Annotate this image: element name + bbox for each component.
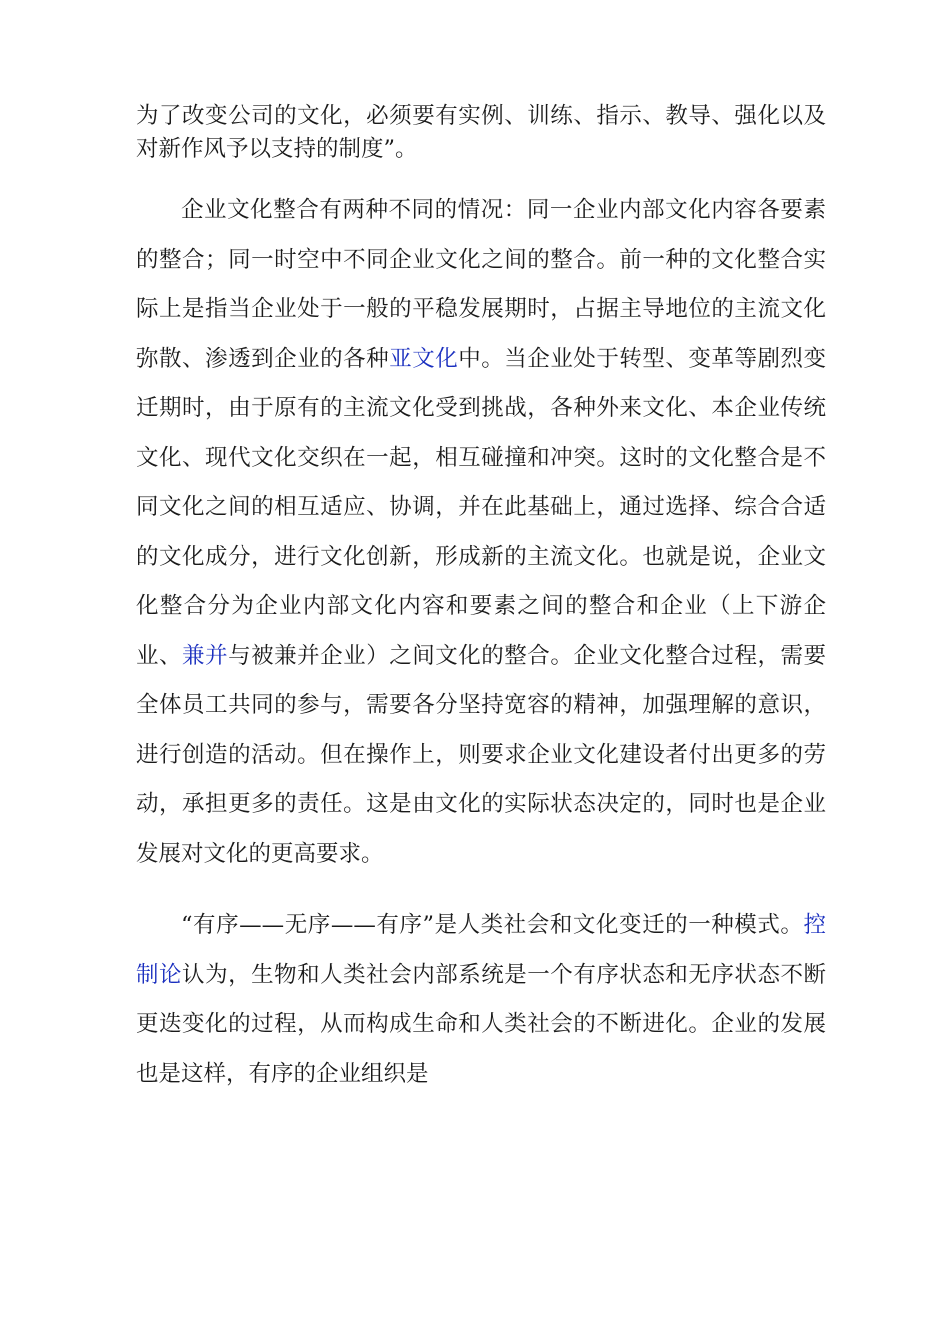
paragraph-text: 与被兼并企业）之间文化的整合。企业文化整合过程，需要全体员工共同的参与，需要各分坚持宽容的精神，加强理解的意识，进行创造的活动。但在操作上，则要求企业文化建设者付出更多的劳动，承担更多的责任。这是由文化的实际状态决定的，同时也是企业发展对文化的更高要求。	[136, 642, 826, 867]
paragraph-order-disorder	[136, 901, 826, 1099]
paragraph-text: 企业文化整合有两种不同的情况：同一企业内部文化内容各要素的整合；同一时空中不同企业文化之间的整合。前一种的文化整合实际上是指当企业处于一般的平稳发展期时，占据主导地位的主流文化弥散、渗透到企业的各种	[136, 197, 826, 372]
paragraph-text: 为了改变公司的文化，必须要有实例、训练、指示、教导、强化以及对新作风予以支持的制度”。	[136, 103, 826, 162]
paragraph-text: 中。当企业处于转型、变革等剧烈变迁期时，由于原有的主流文化受到挑战，各种外来文化、本企业传统文化、现代文化交织在一起，相互碰撞和冲突。这时的文化整合是不同文化之间的相互适应、协调，并在此基础上，通过选择、综合合适的文化成分，进行文化创新，形成新的主流文化。也就是说，企业文化整合分为企业内部文化内容和要素之间的整合和企业（上下游企业、	[136, 345, 826, 669]
link-cybernetics[interactable]: 控制论	[136, 912, 826, 988]
paragraph-text: 认为，生物和人类社会内部系统是一个有序状态和无序状态不断更迭变化的过程，从而构成生命和人类社会的不断进化。企业的发展也是这样，有序的企业组织是	[136, 961, 826, 1087]
paragraph-culture-integration	[136, 186, 826, 879]
document-page	[136, 0, 826, 1099]
paragraph-continuation	[136, 0, 826, 166]
link-merger[interactable]: 兼并	[182, 642, 229, 669]
paragraph-text: “有序——无序——有序”是人类社会和文化变迁的一种模式。	[181, 912, 804, 938]
link-subculture[interactable]: 亚文化	[389, 345, 459, 372]
